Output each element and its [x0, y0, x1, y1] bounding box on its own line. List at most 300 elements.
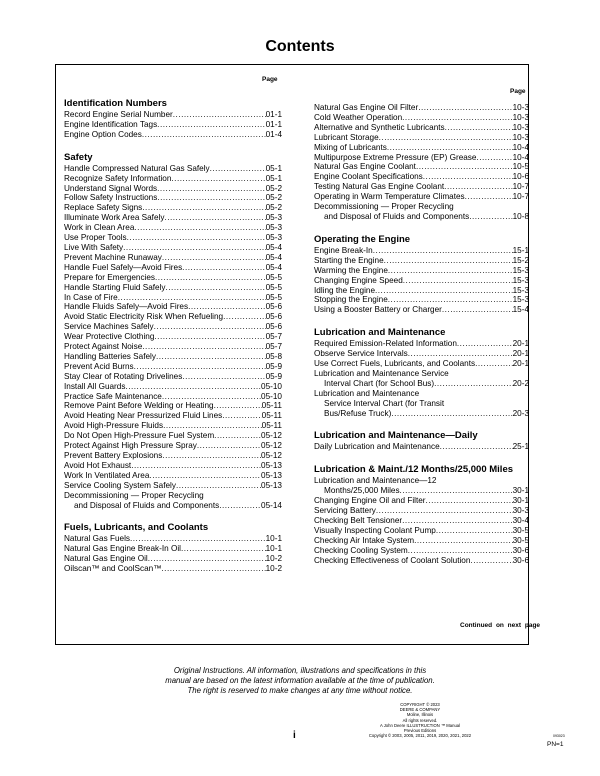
toc-entry-page: 01-1	[265, 110, 282, 119]
toc-entry-continuation[interactable]: Decommissioning — Proper Recycling	[64, 490, 204, 500]
copyright-line: All rights reserved.	[402, 717, 438, 723]
toc-entry-title: Daily Lubrication and Maintenance	[314, 442, 440, 452]
dot-leader	[182, 263, 265, 273]
dot-leader	[142, 342, 265, 352]
dot-leader	[156, 352, 266, 362]
toc-entry-page: 10-2	[265, 554, 282, 564]
toc-entry[interactable]	[314, 212, 529, 222]
toc-entry-page: 05-6	[265, 322, 282, 332]
toc-entry-title: Illuminate Work Area Safely	[64, 213, 165, 223]
dot-leader	[162, 451, 261, 461]
dot-leader	[416, 162, 513, 172]
toc-entry-title: Avoid Heating Near Pressurized Fluid Lines	[64, 411, 223, 421]
toc-entry-title: Oilscan™ and CoolScan™	[64, 564, 162, 574]
toc-entry-continuation[interactable]: Decommissioning — Proper Recycling	[314, 202, 454, 212]
dot-leader	[171, 174, 265, 184]
toc-entry-title: Stopping the Engine	[314, 295, 388, 305]
toc-entry-title: Testing Natural Gas Engine Coolant	[314, 182, 445, 192]
toc-entry-title: Handle Compressed Natural Gas Safely	[64, 163, 210, 173]
toc-entry-page: 05-12	[261, 451, 282, 460]
toc-entry-title: Operating in Warm Temperature Climates	[314, 192, 465, 202]
dot-leader	[391, 409, 512, 419]
dot-leader	[373, 246, 513, 256]
notice-line: Original Instructions. All information, illustrations and specifications in this	[173, 666, 427, 675]
dot-leader	[131, 461, 261, 471]
dot-leader	[118, 293, 266, 303]
dot-leader	[387, 143, 513, 153]
toc-entry-page: 05-13	[261, 460, 282, 470]
toc-entry[interactable]	[64, 164, 282, 174]
toc-entry[interactable]	[314, 133, 529, 143]
page-number: i	[293, 730, 296, 741]
dot-leader	[222, 411, 261, 421]
dot-leader	[162, 253, 266, 263]
toc-entry-title: Natural Gas Fuels	[64, 534, 130, 544]
toc-entry-title: Alternative and Synthetic Lubricants	[314, 122, 445, 132]
dot-leader	[161, 564, 265, 574]
toc-entry-page: 15-3	[512, 285, 529, 295]
toc-entry-page: 10-7	[512, 192, 529, 202]
toc-entry[interactable]	[64, 130, 282, 140]
toc-entry-title: Follow Safety Instructions	[64, 193, 158, 203]
toc-entry-page: 15-3	[512, 265, 529, 275]
toc-entry-title: Idling the Engine	[314, 285, 375, 295]
dot-leader	[445, 123, 513, 133]
toc-entry[interactable]	[64, 213, 282, 223]
toc-entry-page: 10-2	[265, 564, 282, 574]
toc-entry[interactable]	[314, 506, 529, 516]
toc-entry[interactable]	[314, 546, 529, 556]
toc-entry[interactable]	[314, 442, 529, 452]
copyright-line: A John Deere ILLUSTRUCTION ™ Manual	[379, 722, 461, 728]
toc-entry-title: In Case of Fire	[64, 292, 118, 302]
dot-leader	[127, 233, 266, 243]
toc-entry[interactable]	[64, 534, 282, 544]
toc-entry-page: 05-5	[265, 282, 282, 292]
toc-entry-title: Understand Signal Words	[64, 183, 158, 193]
toc-entry-title: Protect Against High Pressure Spray	[64, 441, 197, 451]
toc-entry-page: 30-1	[512, 486, 529, 496]
toc-entry[interactable]	[64, 352, 282, 362]
toc-entry-page: 10-3	[512, 103, 529, 112]
section-heading: Operating the Engine	[314, 233, 411, 245]
toc-entry-page: 20-1	[512, 339, 529, 349]
toc-entry[interactable]	[64, 342, 282, 352]
dot-leader	[134, 223, 265, 233]
toc-entry[interactable]	[314, 339, 529, 349]
toc-entry-continuation[interactable]: Lubrication and Maintenance Service	[314, 368, 449, 378]
toc-entry-page: 10-3	[512, 112, 529, 122]
toc-entry-page: 05-3	[265, 233, 282, 243]
dot-leader	[130, 534, 266, 544]
toc-entry-continuation[interactable]: Lubrication and Maintenance	[314, 388, 420, 398]
toc-entry-title: Required Emission-Related Information	[314, 339, 457, 349]
toc-entry-title: Natural Gas Engine Oil	[64, 554, 148, 564]
toc-entry[interactable]	[314, 359, 529, 369]
toc-right-column	[314, 103, 529, 566]
toc-entry-page: 05-13	[261, 480, 282, 490]
toc-entry[interactable]	[64, 382, 282, 392]
toc-entry-page: 30-5	[512, 535, 529, 545]
toc-entry-title: Months/25,000 Miles	[324, 486, 400, 496]
toc-entry[interactable]	[314, 192, 529, 202]
dot-leader	[157, 193, 265, 203]
dot-leader	[470, 556, 512, 566]
dot-leader	[181, 544, 266, 554]
toc-entry-title: Remove Paint Before Welding or Heating	[64, 401, 214, 411]
toc-entry-title: Stay Clear of Rotating Drivelines	[64, 371, 183, 381]
dot-leader	[457, 339, 513, 349]
toc-entry-page: 10-5	[512, 162, 529, 172]
toc-entry-page: 05-13	[261, 470, 282, 480]
toc-entry-title: Prevent Acid Burns	[64, 361, 134, 371]
toc-entry-title: Interval Chart (for School Bus)	[324, 378, 435, 388]
copyright-block	[320, 702, 520, 738]
toc-entry[interactable]	[314, 496, 529, 506]
toc-entry-title: Handle Starting Fluid Safely	[64, 282, 166, 292]
toc-entry-page: 05-7	[265, 332, 282, 342]
toc-entry-page: 05-9	[265, 371, 282, 381]
toc-entry[interactable]	[314, 103, 529, 113]
toc-entry[interactable]	[64, 273, 282, 283]
toc-entry[interactable]	[64, 461, 282, 471]
section-heading: Fuels, Lubricants, and Coolants	[64, 522, 209, 534]
toc-entry-title: Live With Safety	[64, 242, 124, 252]
toc-entry[interactable]	[314, 409, 529, 419]
toc-entry-title: Use Correct Fuels, Lubricants, and Coolants	[314, 359, 476, 369]
toc-entry-page: 05-7	[265, 342, 282, 352]
toc-entry-page: 01-4	[265, 129, 282, 139]
toc-entry[interactable]	[314, 536, 529, 546]
toc-entry-page: 05-12	[261, 431, 282, 441]
document-code: 093023	[553, 734, 565, 738]
dot-leader	[418, 103, 512, 113]
toc-entry-title: Changing Engine Oil and Filter	[314, 496, 426, 506]
toc-entry-page: 01-1	[265, 119, 282, 129]
dot-leader	[157, 120, 265, 130]
toc-entry-title: Install All Guards	[64, 381, 126, 391]
toc-entry[interactable]	[314, 113, 529, 123]
toc-entry-page: 05-5	[265, 272, 282, 282]
dot-leader	[125, 382, 261, 392]
toc-entry[interactable]	[314, 556, 529, 566]
dot-leader	[149, 471, 261, 481]
toc-entry[interactable]	[64, 193, 282, 203]
toc-entry-page: 15-1	[512, 245, 529, 255]
toc-entry[interactable]	[64, 372, 282, 382]
toc-entry-title: Servicing Battery	[314, 506, 376, 516]
toc-entry-title: Natural Gas Engine Oil Filter	[314, 103, 419, 112]
toc-entry-page: 30-5	[512, 525, 529, 535]
toc-entry-page: 05-10	[261, 391, 282, 401]
dot-leader	[176, 481, 261, 491]
section-heading: Lubrication & Maint./12 Months/25,000 Miles	[314, 464, 514, 476]
dot-leader	[379, 133, 513, 143]
toc-entry-title: Starting the Engine	[314, 255, 384, 265]
dot-leader	[163, 421, 262, 431]
toc-entry-page: 20-3	[512, 408, 529, 418]
toc-entry-title: and Disposal of Fluids and Components	[324, 211, 470, 221]
toc-entry-title: Checking Effectiveness of Coolant Solution	[314, 555, 471, 565]
toc-entry[interactable]	[64, 441, 282, 451]
dot-leader	[376, 506, 513, 516]
copyright-line: Previous Editions	[403, 728, 437, 734]
toc-entry-title: Observe Service Intervals	[314, 349, 408, 359]
toc-entry-title: Mixing of Lubricants	[314, 142, 387, 152]
toc-entry[interactable]	[314, 526, 529, 536]
toc-entry-page: 05-9	[265, 361, 282, 371]
toc-entry-title: Service Machines Safely	[64, 322, 154, 332]
dot-leader	[440, 442, 513, 452]
dot-leader	[214, 401, 262, 411]
toc-entry-title: Engine Identification Tags	[64, 119, 158, 129]
dot-leader	[388, 295, 513, 305]
page-column-label-left: Page	[262, 76, 278, 83]
toc-left-column	[64, 98, 282, 574]
toc-entry-page: 05-4	[265, 242, 282, 252]
dot-leader	[162, 392, 261, 402]
toc-entry[interactable]	[64, 302, 282, 312]
toc-entry[interactable]	[314, 172, 529, 182]
toc-entry[interactable]	[64, 431, 282, 441]
toc-entry[interactable]	[64, 184, 282, 194]
toc-entry-title: Handle Fuel Safely—Avoid Fires	[64, 262, 183, 272]
dot-leader	[214, 431, 261, 441]
toc-entry[interactable]	[64, 564, 282, 574]
toc-entry-page: 20-2	[512, 378, 529, 388]
toc-entry[interactable]	[314, 286, 529, 296]
toc-entry[interactable]	[314, 295, 529, 305]
dot-leader	[434, 379, 512, 389]
toc-entry[interactable]	[314, 182, 529, 192]
dot-leader	[154, 322, 266, 332]
toc-entry[interactable]	[64, 501, 282, 511]
toc-entry-title: Checking Belt Tensioner	[314, 516, 403, 525]
toc-entry-page: 05-14	[261, 500, 282, 510]
toc-entry-page: 05-5	[265, 292, 282, 302]
dot-leader	[402, 113, 512, 123]
toc-entry[interactable]	[64, 362, 282, 372]
toc-entry-page: 05-2	[265, 203, 282, 213]
toc-entry-title: Natural Gas Engine Break-In Oil	[64, 544, 181, 554]
toc-entry-title: Wear Protective Clothing	[64, 332, 155, 342]
dot-leader	[403, 276, 513, 286]
toc-entry[interactable]	[64, 392, 282, 402]
dot-leader	[123, 243, 265, 253]
toc-entry-page: 05-1	[265, 163, 282, 173]
notice-line: The right is reserved to make changes at any time without notice.	[187, 686, 413, 695]
dot-leader	[469, 212, 512, 222]
dot-leader	[142, 130, 266, 140]
toc-entry[interactable]	[64, 110, 282, 120]
toc-entry[interactable]	[314, 349, 529, 359]
dot-leader	[157, 184, 265, 194]
toc-entry-page: 05-11	[261, 401, 282, 411]
toc-entry[interactable]	[314, 379, 529, 389]
toc-entry-page: 05-4	[265, 262, 282, 272]
toc-entry[interactable]	[314, 486, 529, 496]
section-heading: Lubrication and Maintenance	[314, 327, 446, 339]
toc-entry[interactable]	[314, 516, 529, 526]
toc-entry-title: Prevent Machine Runaway	[64, 252, 162, 262]
copyright-line: Moline, Illinois	[406, 712, 434, 718]
toc-entry[interactable]	[64, 293, 282, 303]
toc-entry[interactable]	[64, 471, 282, 481]
toc-entry-page: 05-8	[265, 351, 282, 361]
toc-entry[interactable]	[64, 283, 282, 293]
page-column-label-right: Page	[510, 88, 526, 95]
continued-note: Continued on next page	[460, 622, 541, 629]
dot-leader	[188, 302, 266, 312]
section-heading: Identification Numbers	[64, 98, 167, 109]
toc-entry-title: Checking Air Intake System	[314, 535, 415, 545]
toc-entry-page: 30-3	[512, 506, 529, 516]
toc-entry-continuation[interactable]: Service Interval Chart (for Transit	[324, 398, 445, 408]
toc-entry-page: 10-4	[512, 142, 529, 152]
toc-entry-page: 05-6	[265, 312, 282, 322]
dot-leader	[423, 172, 513, 182]
toc-entry-page: 05-2	[265, 183, 282, 193]
toc-entry-page: 15-3	[512, 275, 529, 285]
toc-entry[interactable]	[314, 143, 529, 153]
toc-entry[interactable]	[64, 481, 282, 491]
toc-entry-title: Avoid Hot Exhaust	[64, 460, 132, 470]
toc-entry-title: Engine Coolant Specifications	[314, 172, 423, 182]
toc-entry-title: Bus/Refuse Truck)	[324, 408, 392, 418]
toc-entry-title: Service Cooling System Safely	[64, 480, 176, 490]
dot-leader	[402, 516, 512, 526]
toc-entry[interactable]	[314, 246, 529, 256]
toc-entry[interactable]	[64, 312, 282, 322]
toc-entry-page: 05-10	[261, 381, 282, 391]
toc-entry[interactable]	[64, 243, 282, 253]
dot-leader	[465, 192, 513, 202]
toc-entry-page: 05-3	[265, 223, 282, 233]
dot-leader	[164, 213, 265, 223]
toc-entry[interactable]	[64, 263, 282, 273]
toc-entry[interactable]	[64, 554, 282, 564]
toc-entry[interactable]	[64, 401, 282, 411]
toc-entry-title: Using a Booster Battery or Charger	[314, 305, 442, 315]
toc-entry[interactable]	[64, 120, 282, 130]
toc-entry[interactable]	[314, 305, 529, 315]
toc-entry-title: Lubricant Storage	[314, 132, 379, 142]
toc-entry-page: 10-3	[512, 122, 529, 132]
toc-entry[interactable]	[64, 253, 282, 263]
toc-entry-title: Multipurpose Extreme Pressure (EP) Grease	[314, 152, 477, 162]
toc-entry-page: 10-1	[265, 534, 282, 544]
toc-entry-title: Handling Batteries Safely	[64, 351, 156, 361]
toc-entry-title: Use Proper Tools	[64, 233, 127, 243]
toc-entry[interactable]	[314, 266, 529, 276]
toc-entry-continuation[interactable]: Lubrication and Maintenance—12	[314, 476, 437, 486]
toc-entry[interactable]	[314, 256, 529, 266]
toc-entry-page: 10-7	[512, 182, 529, 192]
section-heading: Lubrication and Maintenance—Daily	[314, 430, 478, 442]
dot-leader	[142, 203, 265, 213]
toc-entry-title: Work In Ventilated Area	[64, 470, 150, 480]
dot-leader	[414, 536, 512, 546]
notice-line: manual are based on the latest information available at the time of publication.	[165, 676, 435, 685]
toc-entry-page: 05-11	[261, 421, 282, 431]
original-instructions-notice	[0, 666, 600, 696]
toc-entry-page: 15-3	[512, 295, 529, 305]
pn-label: PN=1	[547, 741, 564, 748]
toc-entry-page: 10-6	[512, 172, 529, 182]
dot-leader	[223, 312, 265, 322]
toc-entry[interactable]	[64, 544, 282, 554]
dot-leader	[388, 266, 513, 276]
toc-entry-title: Visually Inspecting Coolant Pump	[314, 525, 436, 535]
section-heading: Safety	[64, 151, 93, 163]
toc-entry[interactable]	[64, 451, 282, 461]
toc-entry[interactable]	[64, 174, 282, 184]
toc-entry[interactable]	[64, 233, 282, 243]
dot-leader	[155, 273, 266, 283]
toc-entry-page: 25-1	[512, 442, 529, 452]
dot-leader	[197, 441, 261, 451]
dot-leader	[408, 546, 513, 556]
toc-entry-page: 30-1	[512, 496, 529, 506]
dot-leader	[426, 496, 513, 506]
dot-leader	[173, 110, 266, 120]
toc-entry-title: Changing Engine Speed	[314, 275, 403, 285]
toc-entry[interactable]	[64, 421, 282, 431]
toc-entry-title: Engine Break-In	[314, 245, 373, 255]
dot-leader	[442, 305, 513, 315]
dot-leader	[219, 501, 261, 511]
toc-entry-title: Prepare for Emergencies	[64, 272, 156, 282]
toc-entry[interactable]	[64, 223, 282, 233]
toc-entry-title: Practice Safe Maintenance	[64, 391, 162, 401]
copyright-line: COPYRIGHT © 2023	[400, 702, 440, 707]
toc-entry[interactable]	[64, 332, 282, 342]
toc-entry-page: 05-3	[265, 213, 282, 223]
toc-entry-page: 05-4	[265, 252, 282, 262]
toc-entry-title: Protect Against Noise	[64, 342, 143, 352]
copyright-line: DEERE & COMPANY	[399, 707, 441, 713]
dot-leader	[166, 283, 266, 293]
toc-entry[interactable]	[64, 203, 282, 213]
toc-entry-page: 10-3	[512, 132, 529, 142]
toc-entry[interactable]	[314, 153, 529, 163]
dot-leader	[375, 286, 513, 296]
toc-entry[interactable]	[64, 411, 282, 421]
toc-entry[interactable]	[64, 322, 282, 332]
dot-leader	[154, 332, 265, 342]
toc-entry-title: Replace Safety Signs	[64, 203, 143, 213]
toc-entry-page: 10-8	[512, 211, 529, 221]
toc-entry-title: Cold Weather Operation	[314, 112, 403, 122]
toc-entry[interactable]	[314, 123, 529, 133]
dot-leader	[148, 554, 266, 564]
toc-entry-page: 10-4	[512, 152, 529, 162]
toc-entry-title: Engine Option Codes	[64, 129, 142, 139]
toc-entry-page: 05-1	[265, 173, 282, 183]
toc-entry[interactable]	[314, 162, 529, 172]
toc-entry-page: 05-6	[265, 302, 282, 312]
toc-entry-title: Do Not Open High-Pressure Fuel System	[64, 431, 215, 441]
toc-entry[interactable]	[314, 276, 529, 286]
toc-entry-title: Record Engine Serial Number	[64, 110, 173, 119]
dot-leader	[408, 349, 513, 359]
toc-entry-page: 20-1	[512, 359, 529, 369]
dot-leader	[444, 182, 512, 192]
toc-entry-page: 05-2	[265, 193, 282, 203]
dot-leader	[134, 362, 266, 372]
toc-entry-page: 30-4	[512, 516, 529, 525]
toc-entry-page: 05-12	[261, 441, 282, 451]
